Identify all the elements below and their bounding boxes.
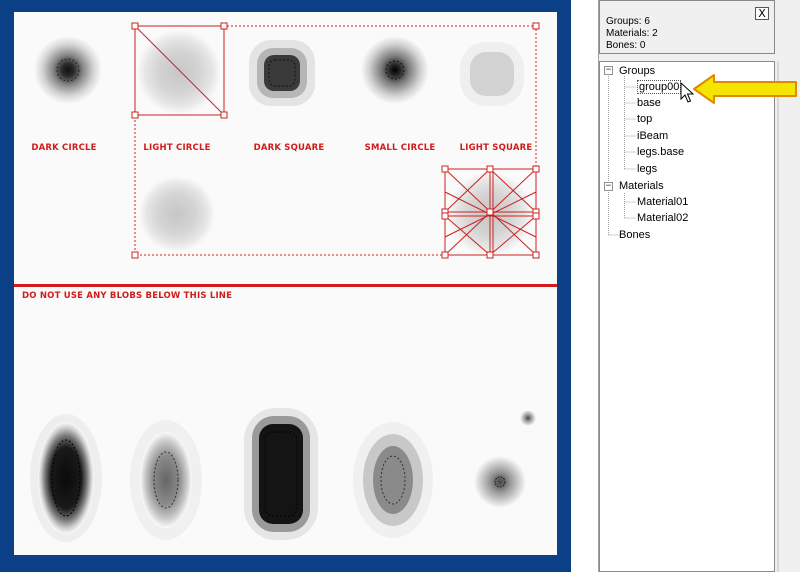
- tree-node-base[interactable]: base: [637, 97, 661, 109]
- tree-node-ibeam[interactable]: iBeam: [637, 130, 669, 142]
- arrow-callout-icon: [692, 73, 798, 105]
- light-circle-blob-2: [139, 176, 215, 252]
- groups-collapse-toggle[interactable]: −: [605, 65, 612, 75]
- panel-gap: [571, 0, 598, 572]
- panel-scroll-edge: [777, 61, 779, 572]
- label-dark-circle: DARK CIRCLE: [31, 143, 97, 153]
- divider-line: [14, 284, 557, 287]
- tree-node-bones[interactable]: Bones: [619, 229, 651, 241]
- label-light-square: LIGHT SQUARE: [459, 143, 533, 153]
- dark-rounded-bar-blob: [259, 424, 303, 524]
- tree-node-groups[interactable]: Groups: [619, 65, 656, 77]
- groups-count: Groups: 6: [606, 16, 650, 27]
- tree-node-material02[interactable]: Material02: [637, 212, 689, 224]
- materials-count: Materials: 2: [606, 28, 658, 39]
- tree-node-legs-base[interactable]: legs.base: [637, 146, 685, 158]
- blob-texture[interactable]: [14, 12, 557, 555]
- blob-texture-graphics: [14, 12, 557, 555]
- tree-node-material01[interactable]: Material01: [637, 196, 689, 208]
- label-small-circle: SMALL CIRCLE: [364, 143, 436, 153]
- light-square-blob: [470, 52, 514, 96]
- small-circle-blob: [361, 36, 429, 104]
- materials-collapse-toggle[interactable]: −: [605, 181, 612, 191]
- tiny-dot-blob: [520, 410, 536, 426]
- stats-box: [599, 0, 775, 54]
- tree-node-top[interactable]: top: [637, 113, 653, 125]
- warning-text: DO NOT USE ANY BLOBS BELOW THIS LINE: [22, 291, 233, 301]
- label-light-circle: LIGHT CIRCLE: [143, 143, 211, 153]
- tree-node-materials[interactable]: Materials: [619, 180, 664, 192]
- close-button[interactable]: X: [755, 7, 769, 20]
- scene-tree[interactable]: [599, 61, 775, 572]
- gray-ellipse-blob: [140, 432, 192, 528]
- bones-count: Bones: 0: [606, 40, 646, 51]
- small-dot-blob: [474, 456, 526, 508]
- tree-node-group00[interactable]: group00: [639, 81, 680, 93]
- dark-circle-blob: [34, 36, 102, 104]
- dark-ellipse-blob: [38, 422, 94, 534]
- light-circle-blob: [137, 30, 221, 114]
- label-dark-square: DARK SQUARE: [253, 143, 325, 153]
- tree-node-legs[interactable]: legs: [637, 163, 658, 175]
